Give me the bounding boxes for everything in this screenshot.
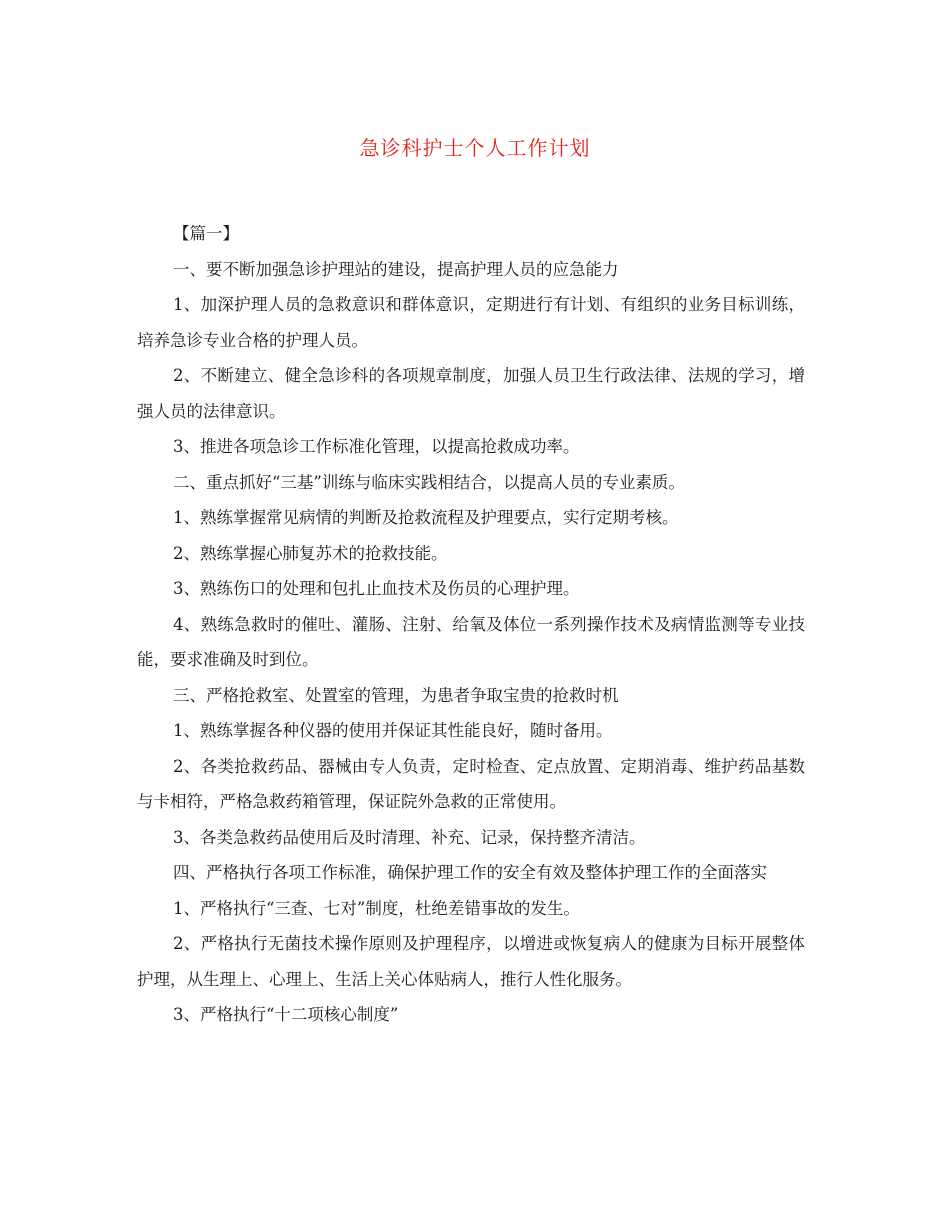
- paragraph: 1、熟练掌握各种仪器的使用并保证其性能良好，随时备用。: [173, 721, 613, 740]
- paragraph: 2、不断建立、健全急诊科的各项规章制度，加强人员卫生行政法律、法规的学习，增强人员的法律意识。: [137, 366, 805, 421]
- heading-2: 二、重点抓好“三基”训练与临床实践相结合，以提高人员的专业素质。: [173, 472, 685, 492]
- section-label: 【篇一】: [173, 224, 239, 243]
- paragraph: 1、熟练掌握常见病情的判断及抢救流程及护理要点，实行定期考核。: [173, 508, 679, 527]
- paragraph: 2、熟练掌握心肺复苏术的抢救技能。: [173, 543, 448, 563]
- heading-3: 三、严格抢救室、处置室的管理，为患者争取宝贵的抢救时机: [173, 685, 619, 705]
- paragraph: 3、严格执行“十二项核心制度”: [173, 1005, 399, 1024]
- document-body: [137, 216, 805, 1033]
- paragraph: 3、推进各项急诊工作标准化管理，以提高抢救成功率。: [173, 437, 580, 456]
- heading-1: 一、要不断加强急诊护理站的建设，提高护理人员的应急能力: [173, 259, 619, 279]
- paragraph: 3、各类急救药品使用后及时清理、补充、记录，保持整齐清洁。: [173, 827, 646, 847]
- paragraph: 2、各类抢救药品、器械由专人负责，定时检查、定点放置、定期消毒、维护药品基数与卡相符，严格急救药箱管理，保证院外急救的正常使用。: [137, 756, 805, 811]
- heading-4: 四、严格执行各项工作标准，确保护理工作的安全有效及整体护理工作的全面落实: [173, 863, 767, 882]
- paragraph: 2、严格执行无菌技术操作原则及护理程序，以增进或恢复病人的健康为目标开展整体护理，从生理上、心理上、生活上关心体贴病人，推行人性化服务。: [137, 934, 805, 989]
- document-title: 急诊科护士个人工作计划: [359, 136, 591, 160]
- paragraph: 1、严格执行“三查、七对”制度，杜绝差错事故的发生。: [173, 898, 580, 918]
- paragraph: 3、熟练伤口的处理和包扎止血技术及伤员的心理护理。: [173, 579, 580, 598]
- paragraph: 4、熟练急救时的催吐、灌肠、注射、给氧及体位一系列操作技术及病情监测等专业技能，要求准确及时到位。: [137, 614, 805, 669]
- paragraph: 1、加深护理人员的急救意识和群体意识，定期进行有计划、有组织的业务目标训练，培养急诊专业合格的护理人员。: [137, 295, 805, 350]
